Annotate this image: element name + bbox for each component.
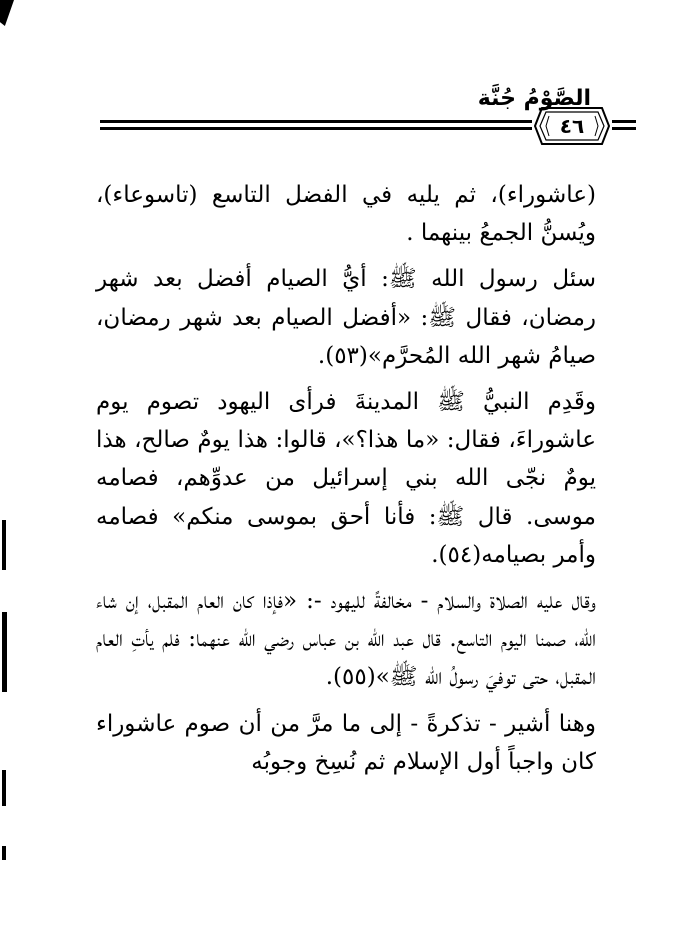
- body-text: [96, 176, 596, 781]
- paragraph: (عاشوراء)، ثم يليه في الفضل التاسع (تاسوعاء)، ويُسنُّ الجمعُ بينهما .: [96, 182, 596, 247]
- page-number: ٤٦: [559, 114, 585, 138]
- paragraph: سئل رسول الله ﷺ: أيُّ الصيام أفضل بعد شهر رمضان، فقال ﷺ: «أفضل الصيام بعد شهر رمضان، صيامُ شهر الله المُحرَّم»(٥٣).: [96, 266, 596, 369]
- scan-corner-mark: [0, 0, 14, 26]
- paragraph: وقَدِم النبيُّ ﷺ المدينةَ فرأى اليهود تصوم يوم عاشوراءَ، فقال: «ما هذا؟»، قالوا: هذا يومٌ صالح، هذا يومٌ نجّى الله بني إسرائيل من عدوِّهم، فصامه موسى. قال ﷺ: فأنا أحق بموسى منكم» فصامه وأمر بصيامه(٥٤).: [96, 389, 596, 568]
- page-header: [0, 82, 683, 162]
- paragraph: وقال عليه الصلاة والسلام - مخالفةً لليهود -: «فإذا كان العام المقبل، إن شاء الله، صمنا اليوم التاسع. قال عبد الله بن عباس رضي الله عنهما: فلم يأتِ العام المقبل، حتى توفيَ رسولُ الله ﷺ»(٥٥).: [96, 588, 596, 691]
- scan-edge-mark: [2, 846, 6, 860]
- scan-edge-mark: [2, 612, 7, 692]
- paragraph: وهنا أشير - تذكرةً - إلى ما مرَّ من أن صوم عاشوراء كان واجباً أول الإسلام ثم نُسِخ وجوبُه: [96, 710, 596, 775]
- scan-edge-mark: [2, 770, 6, 806]
- page-number-frame: [534, 106, 610, 146]
- header-rule-right: [612, 120, 636, 123]
- running-title: الصَّوْمُ جُنَّة: [477, 86, 591, 111]
- header-rule: [100, 120, 532, 123]
- header-rule: [100, 127, 532, 130]
- scan-edge-mark: [2, 520, 6, 570]
- header-rule-right: [612, 127, 636, 130]
